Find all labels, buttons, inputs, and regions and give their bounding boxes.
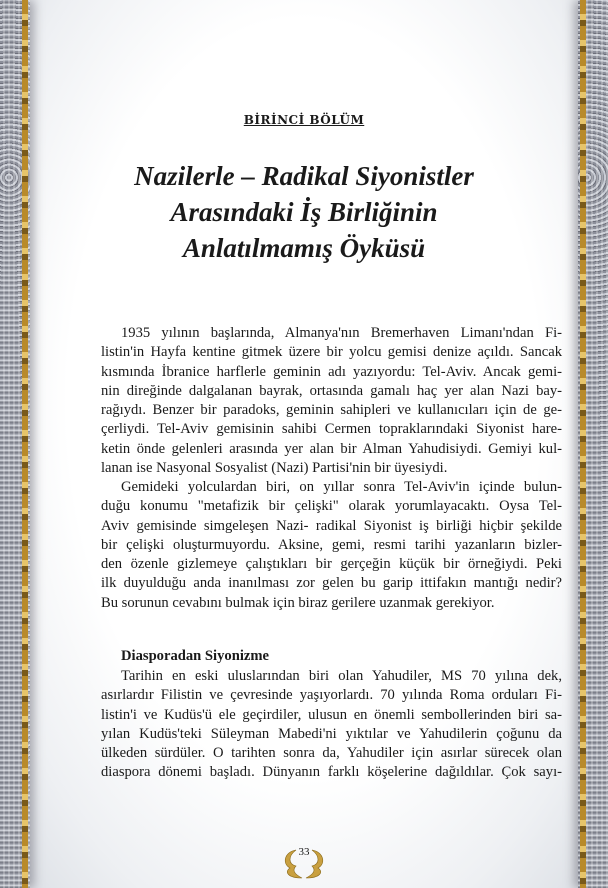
title-line: Anlatılmamış Öyküsü (182, 233, 426, 263)
text-line: duğu konumu "metafizik bir çelişki" olarak yorumlayacaktı. Oysa Tel- (101, 498, 562, 515)
paragraph-3 (101, 667, 562, 783)
text-line: Tarihin en eski uluslarından biri olan Yahudiler, MS 70 yılına dek, (121, 668, 562, 684)
text-line: diaspora dönemi başladı. Dünyanın farklı köşelerine dağıldılar. Çok sayı- (101, 764, 562, 781)
paragraph-2 (101, 478, 562, 613)
text-line: Bu sorunun cevabını bulmak için biraz gerilere uzanmak gerekiyor. (101, 594, 495, 611)
gold-trim (580, 0, 586, 888)
section-heading: Diasporadan Siyonizme (121, 648, 269, 664)
text-line: Gemideki yolculardan biri, on yıllar sonra Tel-Aviv'in içinde bulun- (121, 479, 562, 495)
text-line: Aviv gemisinde simgeleşen Nazi- radikal Siyonist iş birliği hiçbir şekilde (101, 517, 562, 534)
left-marble-border (0, 0, 30, 888)
text-line: ilk duyulduğu anda inanılması zor gelen bu garip ittifakın mantığı nedir? (101, 575, 562, 592)
chapter-label: BİRİNCİ BÖLÜM (243, 113, 365, 127)
text-line: kısmında İbranice harflerle geminin adı yazıyordu: Tel-Aviv. Ancak gemi- (101, 363, 562, 380)
text-line: listin'i ve Kudüs'ü ele geçirdiler, ulusun en önemli sembollerinden biri sa- (101, 706, 562, 723)
title-line: Arasındaki İş Birliğinin (170, 197, 438, 227)
gold-trim (22, 0, 28, 888)
paragraph-1 (101, 324, 562, 478)
text-line: rağıydı. Benzer bir paradoks, geminin sahipleri ve kullanıcıları için de ge- (101, 402, 562, 419)
chapter-title (60, 158, 548, 266)
text-line: listin'in Hayfa kentine gitmek üzere bir yolcu gemisi denize açıldı. Sancak (101, 344, 562, 361)
text-line: asırlardır Filistin ve çevresinde yaşıyorlardı. 70 yılında Roma orduları Fi- (101, 687, 562, 704)
text-line: bir çelişki oluşturmuyordu. Aksine, gemi, resmi tarihi yazanların bizler- (101, 536, 562, 553)
text-line: ülkeden sürdüler. O tarihten sonra da, Yahudiler için asırlar sürecek olan (101, 745, 562, 762)
text-line: çerliydi. Tel-Aviv gemisinin sahibi Cermen topraklarındaki Siyonist hare- (101, 421, 562, 438)
text-line: yılan Kudüs'teki Süleyman Mabedi'ni yıktılar ve Yahudilerin çoğunu da (101, 725, 562, 742)
page-footer (274, 842, 334, 882)
title-line: Nazilerle – Radikal Siyonistler (134, 161, 474, 191)
text-line: den özenle gizlemeye çalıştıkları bir gerçeğin küçük bir örneğiydi. Peki (101, 556, 562, 573)
text-line: ketin önde gelenleri arasında yer alan bir Alman Yahudisiydi. Gemiyi kul- (101, 440, 562, 457)
text-line: nin direğinde dalgalanan bayrak, ortasında gamalı haç yer alan Nazi bay- (101, 382, 562, 399)
page-number: 33 (298, 846, 310, 858)
text-line: lanan ise Nasyonal Sosyalist (Nazi) Partisi'nin bir üyesiydi. (101, 460, 448, 477)
right-marble-border (578, 0, 608, 888)
text-line: 1935 yılının başlarında, Almanya'nın Bremerhaven Limanı'ndan Fi- (121, 325, 562, 341)
